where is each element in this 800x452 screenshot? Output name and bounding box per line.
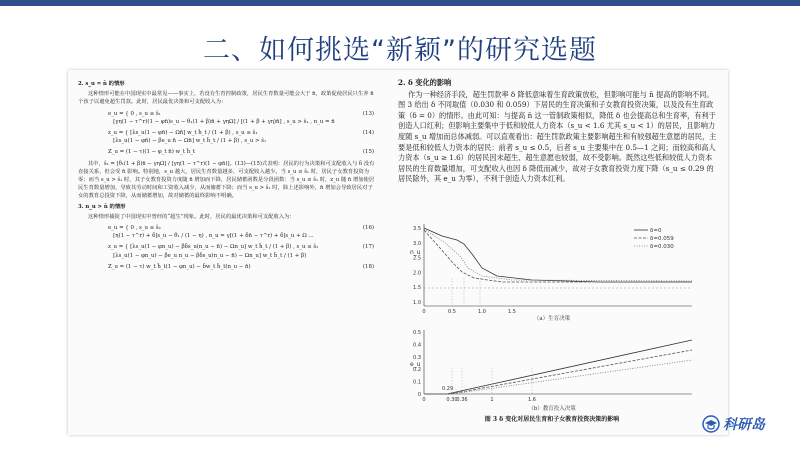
figure-caption: 图 3 δ 变化对居民生育和子女教育投资决策的影响	[484, 416, 620, 423]
equation-tail: , n_u = γ[(1 + δn̄ − τ^r) + δ]s_u + Ω ...	[205, 233, 314, 240]
equation-lhs: e_u =	[108, 110, 124, 117]
equation-number: (13)	[362, 110, 374, 117]
slide-title: 二、如何挑选“新颖”的研究选题	[203, 35, 597, 66]
left-column	[78, 78, 378, 274]
paper-excerpt	[68, 70, 728, 435]
equation-14: z_u = { [λs_u(1 − φn̄) − Ωn̄] w_t h̄_t / (1 + β) , s_u ≤ ŝ₁ [λs_u(1 − φn̄) − βe_u n̄ − Ωn̄] w_t h̄_t / (1 + β) , s_u > ŝ₁ (14)	[108, 130, 374, 145]
curve-delta-0059	[424, 350, 692, 394]
top-accent-bar	[0, 0, 800, 6]
y-tick-label: 0.1	[413, 379, 421, 386]
annotation: 0.29	[442, 386, 454, 392]
x-tick-label: 1.5	[508, 309, 516, 315]
equation-case: [λs_u(1 − φn̄) − βe_u n̄ − Ωn̄] w_t h̄_t / (1 + β) , s_u > ŝ₁	[113, 138, 267, 145]
paragraph: 作为一种经济手段，超生罚款率 δ 降低意味着生育政策放松，但影响可能与 n̄ 提高的影响不同。图 3 给出 δ 不同取值（0.030 和 0.059）下居民的生育决策和子女教育投资决策，以及没有生育政策（δ = 0）的情形。由此可知：与提高 n̄ 这一管制政策相似，降低 δ 也会提高总和生育率，有利于创造人口红利；但影响主要集中于低和较低人力资本（s_u < 1.6 尤其 s_u < 1）的居民，且影响力度随 s_u 增加而总体减弱。可以直观看出：超生罚款政策主要影响超生和有较强超生意愿的居民，主要是低和较低人力资本的居民：前者 s_u ≤ 0.5，后者 s_u 主要集中在 0.5—1 之间；而较高和高人力资本（s_u ≥ 1.6）的居民因未超生、超生意愿也较弱，故不受影响。既然这些低和较低人力资本居民的生育数量增加，可支配收入也因 δ 降低而减少，故对子女教育投资力度下降（s_u ≤ 0.29 的居民除外，其 e_u 为零），不利于创造人力资本红利。	[398, 89, 717, 184]
equation-number: (15)	[362, 149, 374, 156]
equation-17: z_u = { [λs_u(1 − φn_u) − βδs_u(n_u − n̄) − Ωn_u] w_t h̄_t / (1 + β) , s_u ≤ ŝ₂ [λs_u(1 − φn_u) − βe_u n_u − βδs_u(n_u − n̄) − Ωn_u] w_t h̄_t / (1 + β) (17)	[108, 244, 374, 259]
equation-body: Z_u = (1 − τ)(1 − φ_t n̄) w_t h̄_t	[108, 149, 196, 156]
brand-logo-text: 科研岛	[723, 417, 765, 433]
equation-lhs: e_u =	[108, 225, 124, 232]
equation-case: [λs_u(1 − φn̄) − Ωn̄] w_t h̄_t / (1 + β) , s_u ≤ ŝ₁	[130, 130, 258, 137]
scholar-hat-icon	[702, 415, 720, 433]
x-tick-label: 0	[422, 397, 426, 403]
equation-case: 0 , s_u ≤ ŝ₂	[130, 225, 161, 232]
equation-number: (16)	[362, 225, 374, 232]
paragraph: 其中，ŝ₁ = [θ₁(1 + β)n̄ − γηΩ] / [γη(1 − τ^r)(1 − φn̄)]。(13)—(15)式表明：居民的行为决策和可支配收入与 δ 没有直接关系，但会受 n̄ 影响。特别地，s_u 越大，居民生育数量越多，可支配收入越少。当 s_u ≤ ŝ₁ 时，居民子女教育投资为零；而当 s_u > ŝ₁ 时，其子女教育投资力度随 n̄ 增加而下降，居民储蓄函数是分段函数：当 s_u ≤ ŝ₁ 时，z_u 随 n̄ 增加使居民生育数量增加，导致其劳动时间和工资收入减少，从而储蓄下降；而当 s_u > ŝ₁ 时，除上述影响外，n̄ 增加会导致居民对子女的教育总投资下降，从而储蓄增加，故对储蓄的最终影响不明确。	[78, 160, 375, 200]
y-tick-label: 0	[417, 392, 421, 398]
legend	[634, 228, 674, 250]
equation-13: e_u = { 0 , s_u ≤ ŝ₁ [γη(1 − τ^r)(1 − φn̄)s_u − θ₁(1 + β)n̄ + γηΩ] / [(1 + β + γη)n̄] , s_u > ŝ₁ , n_u = n̄ (13)	[108, 110, 374, 125]
y-tick-label: 3.0	[413, 240, 421, 247]
panel-a-ylabel: n_u	[410, 249, 421, 256]
y-tick-label: 2.0	[413, 270, 421, 277]
equation-16: e_u = { 0 , s_u ≤ ŝ₂ [η(1 − τ^r) + δ]s_u − θ₁ / (1 − η) , n_u = γ[(1 + δn̄ − τ^r) + δ]s_u + Ω ... (16)	[108, 225, 374, 240]
equation-number: (14)	[362, 130, 374, 137]
paragraph: 这种情形可能在中国现实中最常见——事实上，若没有生育控制政策，居民生育数量可能会大于 n̄，政策促使居民只生养 n̄ 个孩子以避免超生罚款。此时，居民最优决策和可支配收入为：	[78, 91, 374, 106]
y-tick-label: 0.3	[413, 354, 421, 361]
legend-entry: δ=0.059	[650, 236, 674, 242]
y-tick-label: 0.5	[413, 330, 421, 336]
equation-number: (17)	[362, 244, 374, 251]
panel-b	[410, 330, 692, 412]
brand-logo	[702, 414, 765, 434]
equation-tail: , n_u = n̄	[310, 118, 335, 125]
equation-case: [γη(1 − τ^r)(1 − φn̄)s_u − θ₁(1 + β)n̄ + γηΩ] / [(1 + β + γη)n̄] , s_u > ŝ₁	[113, 118, 309, 125]
equation-body: Z_u = (1 − τ) w_t h̄_t(1 − φn_u) − δw_t h̄_t(n_u − n̄)	[108, 263, 251, 270]
y-tick-label: 1.5	[413, 285, 421, 292]
equation-15	[108, 148, 378, 156]
legend-entry: δ=0.030	[650, 244, 674, 250]
x-tick-label: 0	[422, 309, 426, 315]
equation-number: (18)	[362, 263, 374, 270]
paragraph: 这种情形捕捉了中国现实中曾经的“超生”现象。此时，居民的最优决策和可支配收入为：	[88, 213, 295, 220]
panel-a-label: （a）生育决策	[533, 316, 571, 322]
equation-case: [λs_u(1 − φn_u) − βe_u n_u − βδs_u(n_u − n̄) − Ωn_u] w_t h̄_t / (1 + β)	[113, 252, 307, 259]
panel-b-ylabel: e_u	[410, 361, 421, 368]
y-tick-label: 2.5	[413, 255, 421, 262]
equation-case: 0 , s_u ≤ ŝ₁	[130, 110, 161, 117]
panel-b-label: （b）教育投入决策	[528, 406, 576, 412]
section-heading-2: 3. n_u > n̄ 的情形	[78, 203, 126, 210]
equation-case: [η(1 − τ^r) + δ]s_u − θ₁ / (1 − η)	[113, 233, 204, 240]
x-tick-label: 0.30	[446, 397, 458, 403]
curve-delta-0030	[424, 360, 692, 394]
equation-lhs: z_u =	[108, 130, 124, 137]
equation-case: [λs_u(1 − φn_u) − βδs_u(n_u − n̄) − Ωn_u] w_t h̄_t / (1 + β) , s_u ≤ ŝ₂	[130, 244, 319, 251]
x-tick-label: 1.6	[528, 397, 536, 403]
x-tick-label: 0.36	[456, 397, 468, 403]
y-tick-label: 1.0	[413, 300, 421, 306]
y-tick-label: 3.5	[413, 226, 421, 232]
legend-entry: δ=0	[650, 228, 662, 234]
x-tick-label: 0.5	[448, 309, 456, 315]
panel-a	[410, 224, 692, 322]
section-heading-1: 2. s_u = n̄ 的情形	[78, 81, 125, 87]
y-tick-label: 0.2	[413, 367, 421, 374]
figure-3	[402, 218, 702, 423]
right-column	[398, 78, 718, 185]
y-tick-label: 0.4	[413, 342, 421, 349]
x-tick-label: 1.0	[478, 309, 486, 315]
equation-18	[108, 263, 378, 271]
equation-lhs: z_u =	[108, 244, 124, 251]
section-heading: 2. δ 变化的影响	[398, 78, 452, 87]
x-tick-label: 1	[490, 397, 494, 403]
curve-delta-0	[424, 340, 692, 394]
